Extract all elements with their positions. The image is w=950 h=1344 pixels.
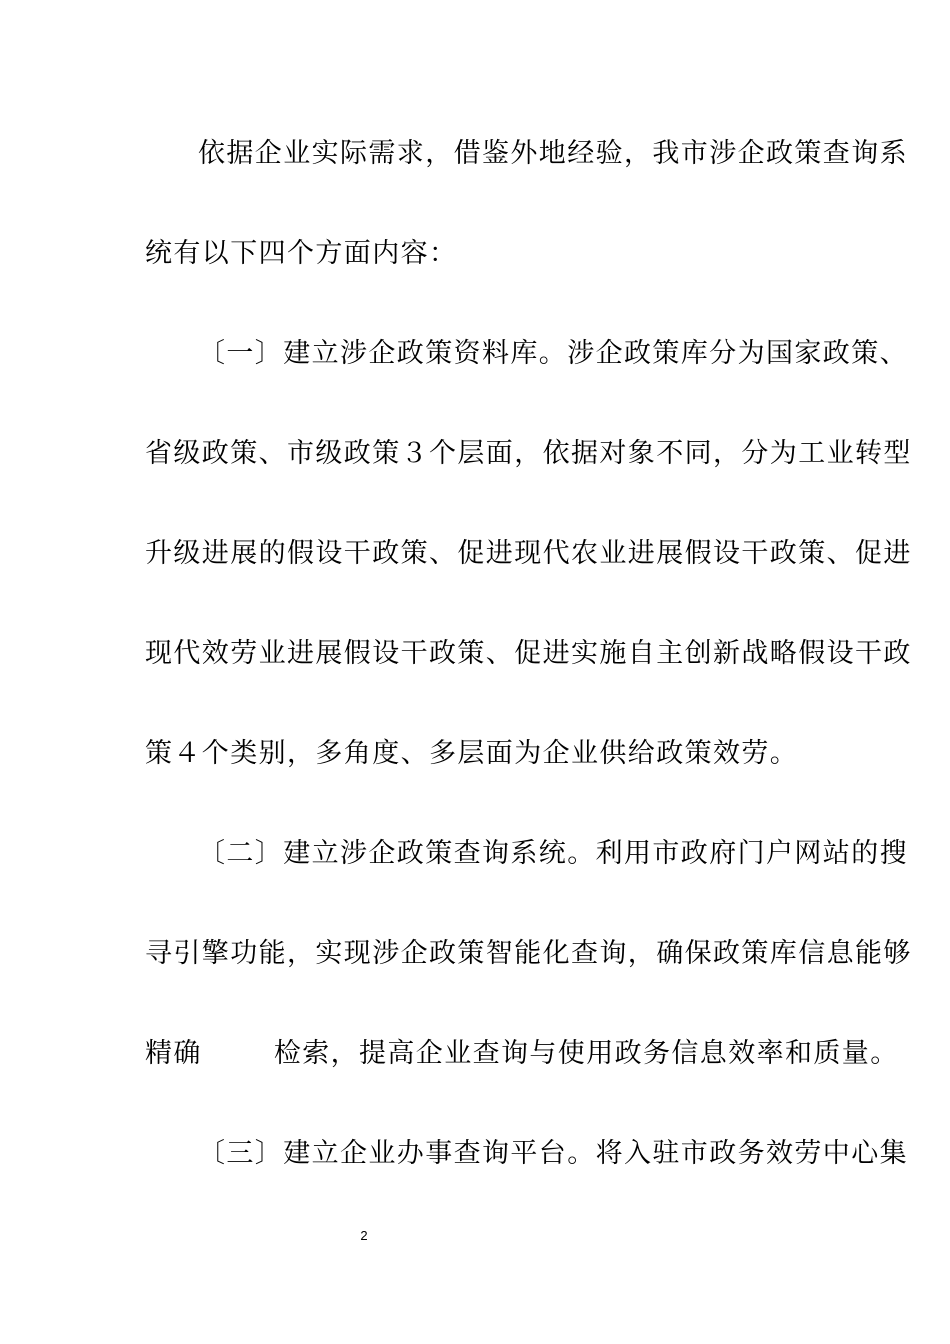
paragraph-3-line-1: 〔二〕建立涉企政策查询系统。利用市政府门户网站的搜	[198, 838, 908, 869]
paragraph-2-line-2: 省级政策、市级政策３个层面，依据对象不同，分为工业转型	[145, 438, 912, 469]
paragraph-2-line-1: 〔一〕建立涉企政策资料库。涉企政策库分为国家政策、	[198, 338, 908, 369]
paragraph-3-line-3	[145, 1036, 899, 1072]
paragraph-3-line-3-end: 检索，提高企业查询与使用政务信息效率和质量。	[273, 1038, 899, 1069]
page-number: 2	[360, 1228, 368, 1243]
paragraph-3-line-3-start: 精确	[145, 1038, 202, 1069]
paragraph-1-line-1: 依据企业实际需求，借鉴外地经验，我市涉企政策查询系	[198, 138, 908, 169]
paragraph-2-line-3: 升级进展的假设干政策、促进现代农业进展假设干政策、促进	[145, 538, 912, 569]
paragraph-3-line-2: 寻引擎功能，实现涉企政策智能化查询，确保政策库信息能够	[145, 938, 912, 969]
paragraph-2-line-5: 策４个类别，多角度、多层面为企业供给政策效劳。	[145, 738, 799, 769]
paragraph-4-line-1: 〔三〕建立企业办事查询平台。将入驻市政务效劳中心集	[198, 1138, 908, 1169]
paragraph-1-line-2: 统有以下四个方面内容：	[145, 238, 458, 269]
paragraph-2-line-4: 现代效劳业进展假设干政策、促进实施自主创新战略假设干政	[145, 638, 912, 669]
